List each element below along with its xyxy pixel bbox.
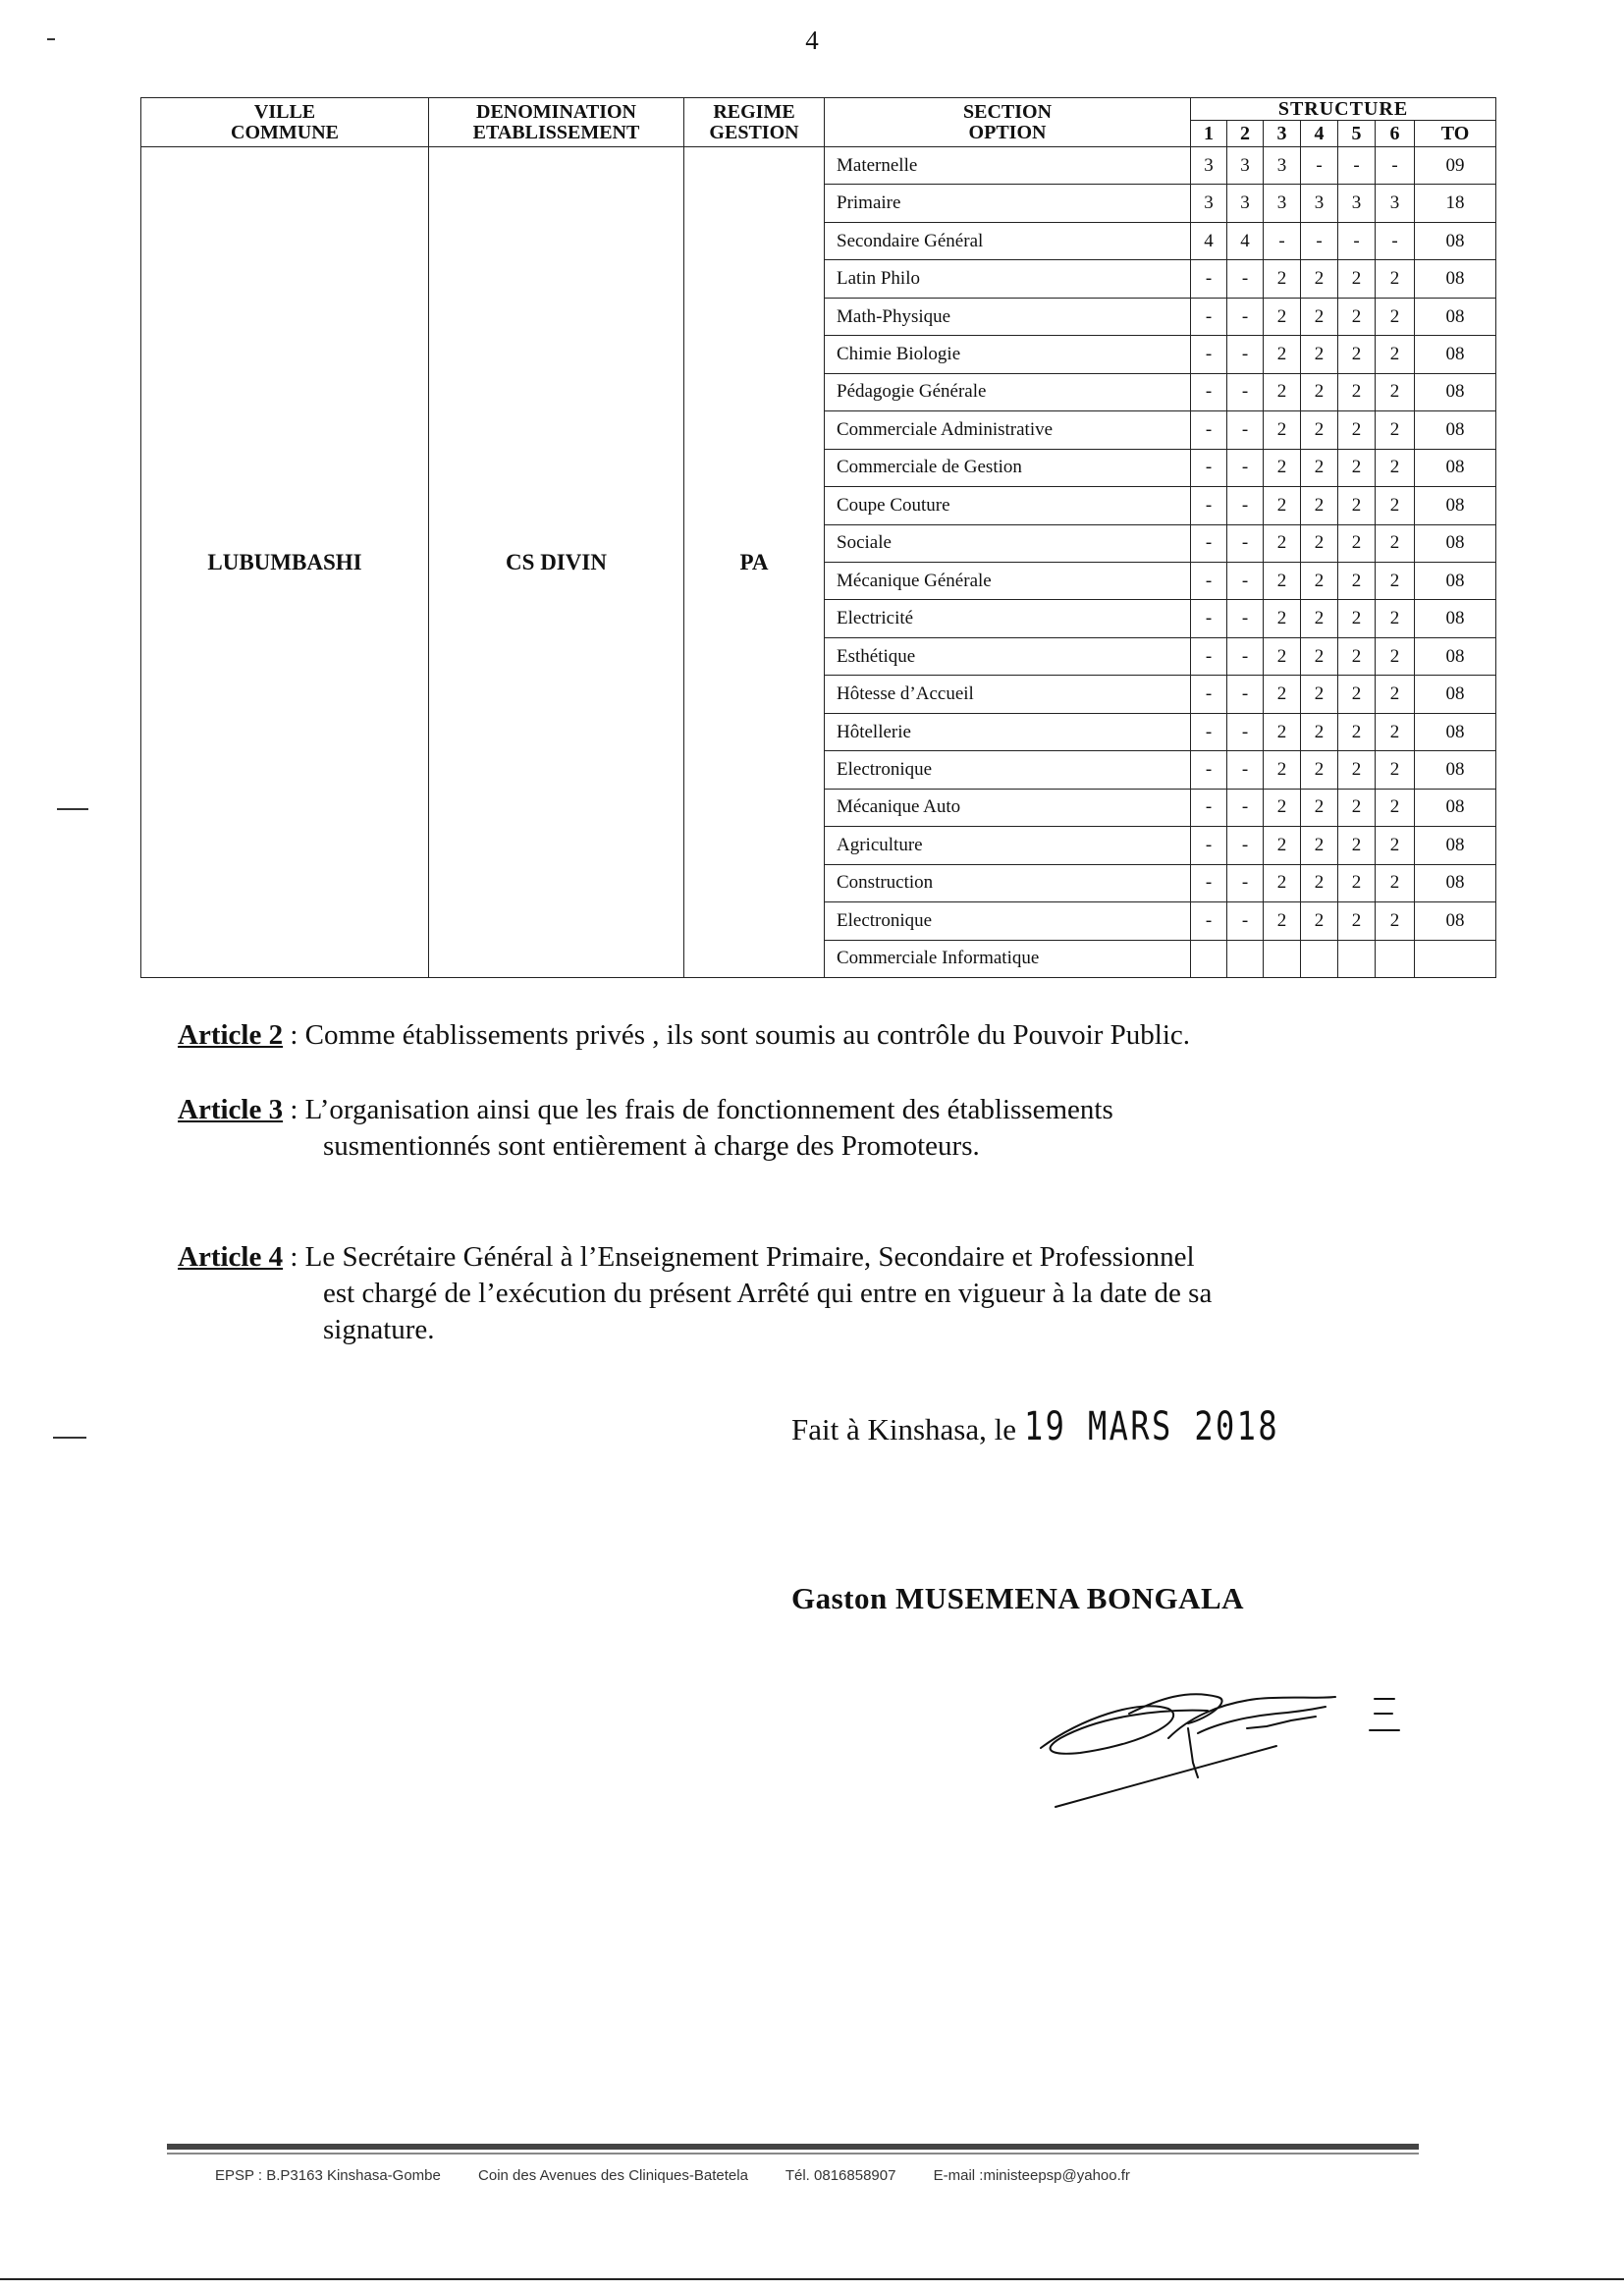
cell-option: Agriculture — [825, 827, 1191, 864]
cell-to: 08 — [1415, 676, 1496, 713]
article-2-label: Article 2 — [178, 1019, 284, 1051]
cell-c4: 2 — [1301, 487, 1338, 524]
cell-c3: 2 — [1264, 827, 1301, 864]
cell-c4: 2 — [1301, 713, 1338, 750]
cell-c1: - — [1191, 524, 1227, 562]
page-number: 4 — [805, 26, 819, 55]
cell-to: 08 — [1415, 713, 1496, 750]
cell-c2: - — [1227, 751, 1264, 789]
cell-to: 08 — [1415, 411, 1496, 449]
cell-option: Electricité — [825, 600, 1191, 637]
cell-c6: 3 — [1376, 185, 1415, 222]
cell-to: 08 — [1415, 637, 1496, 675]
cell-c3: 3 — [1264, 185, 1301, 222]
cell-c1: - — [1191, 487, 1227, 524]
cell-option: Esthétique — [825, 637, 1191, 675]
article-2 — [178, 1017, 1190, 1054]
cell-c2: - — [1227, 676, 1264, 713]
cell-c2: - — [1227, 713, 1264, 750]
cell-c2: 4 — [1227, 222, 1264, 259]
cell-c1: - — [1191, 676, 1227, 713]
cell-c1: - — [1191, 373, 1227, 410]
cell-option: Commerciale Administrative — [825, 411, 1191, 449]
cell-c1: - — [1191, 864, 1227, 901]
cell-c5: 2 — [1338, 449, 1376, 486]
cell-c6 — [1376, 940, 1415, 977]
cell-option: Coupe Couture — [825, 487, 1191, 524]
cell-to: 08 — [1415, 902, 1496, 940]
header-col-total: TO — [1415, 121, 1496, 147]
cell-c4: 2 — [1301, 336, 1338, 373]
cell-c6: 2 — [1376, 713, 1415, 750]
cell-c3 — [1264, 940, 1301, 977]
cell-c4: 2 — [1301, 676, 1338, 713]
cell-c4: 2 — [1301, 260, 1338, 298]
cell-c5: 2 — [1338, 600, 1376, 637]
cell-to: 08 — [1415, 789, 1496, 826]
cell-c2: - — [1227, 373, 1264, 410]
footer — [215, 2167, 1164, 2184]
cell-c4: 3 — [1301, 185, 1338, 222]
cell-c5: 2 — [1338, 827, 1376, 864]
cell-c1: - — [1191, 827, 1227, 864]
cell-to — [1415, 940, 1496, 977]
cell-c6: 2 — [1376, 524, 1415, 562]
article-3 — [178, 1092, 1113, 1165]
header-structure: STRUCTURE — [1191, 98, 1496, 121]
cell-to: 08 — [1415, 298, 1496, 335]
place-date — [791, 1404, 1343, 1449]
cell-c2: - — [1227, 600, 1264, 637]
cell-c1: - — [1191, 449, 1227, 486]
cell-c3: 3 — [1264, 147, 1301, 185]
cell-c4: 2 — [1301, 562, 1338, 599]
cell-c3: 2 — [1264, 789, 1301, 826]
header-col-1: 1 — [1191, 121, 1227, 147]
cell-c2: - — [1227, 864, 1264, 901]
cell-c1: - — [1191, 411, 1227, 449]
place-text: Fait à Kinshasa, le — [791, 1412, 1024, 1446]
cell-c2: - — [1227, 487, 1264, 524]
cell-c5 — [1338, 940, 1376, 977]
cell-option: Pédagogie Générale — [825, 373, 1191, 410]
cell-c3: 2 — [1264, 600, 1301, 637]
scan-mark-left-1 — [57, 808, 88, 810]
footer-rule-thin — [167, 2153, 1419, 2155]
cell-c5: 3 — [1338, 185, 1376, 222]
cell-c6: 2 — [1376, 751, 1415, 789]
cell-c6: - — [1376, 222, 1415, 259]
header-col-6: 6 — [1376, 121, 1415, 147]
cell-option: Mécanique Auto — [825, 789, 1191, 826]
cell-c4: 2 — [1301, 827, 1338, 864]
cell-c3: 2 — [1264, 902, 1301, 940]
cell-c5: 2 — [1338, 751, 1376, 789]
cell-c5: 2 — [1338, 260, 1376, 298]
cell-c6: 2 — [1376, 487, 1415, 524]
cell-c5: 2 — [1338, 713, 1376, 750]
article-4 — [178, 1239, 1212, 1348]
cell-option: Chimie Biologie — [825, 336, 1191, 373]
article-2-text: : Comme établissements privés , ils sont soumis au contrôle du Pouvoir Public. — [283, 1019, 1191, 1051]
header-col-4: 4 — [1301, 121, 1338, 147]
cell-c2: - — [1227, 298, 1264, 335]
cell-to: 08 — [1415, 562, 1496, 599]
cell-c5: - — [1338, 147, 1376, 185]
cell-option: Hôtesse d’Accueil — [825, 676, 1191, 713]
handwritten-signature — [1021, 1640, 1414, 1817]
cell-c3: 2 — [1264, 637, 1301, 675]
cell-c3: 2 — [1264, 524, 1301, 562]
cell-option: Hôtellerie — [825, 713, 1191, 750]
cell-c5: 2 — [1338, 487, 1376, 524]
footer-rule — [167, 2144, 1419, 2150]
cell-c1: - — [1191, 336, 1227, 373]
cell-c3: 2 — [1264, 260, 1301, 298]
footer-email: E-mail :ministeepsp@yahoo.fr — [933, 2167, 1130, 2184]
cell-c2: - — [1227, 411, 1264, 449]
article-3-line1: : L’organisation ainsi que les frais de fonctionnement des établissements — [283, 1094, 1113, 1125]
cell-to: 08 — [1415, 487, 1496, 524]
header-col-3: 3 — [1264, 121, 1301, 147]
cell-c4: - — [1301, 147, 1338, 185]
page-bottom-line — [0, 2278, 1624, 2280]
cell-option: Maternelle — [825, 147, 1191, 185]
cell-to: 08 — [1415, 600, 1496, 637]
cell-c4: 2 — [1301, 524, 1338, 562]
cell-c5: 2 — [1338, 411, 1376, 449]
cell-c2: - — [1227, 637, 1264, 675]
cell-c3: 2 — [1264, 298, 1301, 335]
cell-c4: 2 — [1301, 902, 1338, 940]
cell-c3: 2 — [1264, 751, 1301, 789]
article-3-label: Article 3 — [178, 1094, 284, 1125]
cell-c2: - — [1227, 827, 1264, 864]
header-col-2: 2 — [1227, 121, 1264, 147]
cell-option: Sociale — [825, 524, 1191, 562]
cell-c6: - — [1376, 147, 1415, 185]
cell-to: 18 — [1415, 185, 1496, 222]
cell-option: Commerciale Informatique — [825, 940, 1191, 977]
cell-to: 08 — [1415, 751, 1496, 789]
cell-c1: - — [1191, 600, 1227, 637]
cell-c5: 2 — [1338, 637, 1376, 675]
cell-c2: - — [1227, 524, 1264, 562]
header-denomination: DENOMINATION ETABLISSEMENT — [429, 98, 684, 147]
scan-mark-top — [47, 38, 55, 40]
cell-c2: - — [1227, 449, 1264, 486]
cell-c3: 2 — [1264, 487, 1301, 524]
cell-option: Electronique — [825, 751, 1191, 789]
cell-c6: 2 — [1376, 600, 1415, 637]
cell-c5: 2 — [1338, 336, 1376, 373]
cell-to: 08 — [1415, 373, 1496, 410]
header-regime: REGIME GESTION — [684, 98, 825, 147]
cell-c3: - — [1264, 222, 1301, 259]
cell-c4: 2 — [1301, 637, 1338, 675]
cell-c4: 2 — [1301, 600, 1338, 637]
table-body — [141, 147, 1496, 978]
cell-c4: 2 — [1301, 411, 1338, 449]
cell-c6: 2 — [1376, 789, 1415, 826]
structure-table — [140, 97, 1496, 978]
cell-c5: 2 — [1338, 373, 1376, 410]
cell-c5: 2 — [1338, 676, 1376, 713]
date-stamp: 19 MARS 2018 — [1023, 1404, 1279, 1449]
cell-c2: - — [1227, 260, 1264, 298]
cell-c4: - — [1301, 222, 1338, 259]
cell-c1: - — [1191, 260, 1227, 298]
cell-c5: 2 — [1338, 562, 1376, 599]
cell-c3: 2 — [1264, 864, 1301, 901]
cell-c2: - — [1227, 902, 1264, 940]
cell-c1: - — [1191, 298, 1227, 335]
cell-c6: 2 — [1376, 260, 1415, 298]
cell-to: 08 — [1415, 336, 1496, 373]
article-4-line3: signature. — [323, 1314, 435, 1345]
cell-c6: 2 — [1376, 373, 1415, 410]
cell-option: Math-Physique — [825, 298, 1191, 335]
cell-c6: 2 — [1376, 449, 1415, 486]
header-ville: VILLE COMMUNE — [141, 98, 429, 147]
cell-option: Mécanique Générale — [825, 562, 1191, 599]
cell-c5: 2 — [1338, 298, 1376, 335]
cell-c1: - — [1191, 562, 1227, 599]
cell-c6: 2 — [1376, 336, 1415, 373]
cell-c6: 2 — [1376, 637, 1415, 675]
scan-mark-left-2 — [53, 1437, 86, 1439]
cell-c6: 2 — [1376, 827, 1415, 864]
cell-c1: - — [1191, 751, 1227, 789]
cell-c4: 2 — [1301, 298, 1338, 335]
cell-c3: 2 — [1264, 562, 1301, 599]
cell-c5: 2 — [1338, 902, 1376, 940]
cell-c6: 2 — [1376, 864, 1415, 901]
cell-c2: - — [1227, 789, 1264, 826]
cell-c6: 2 — [1376, 562, 1415, 599]
cell-option: Secondaire Général — [825, 222, 1191, 259]
cell-c1: 4 — [1191, 222, 1227, 259]
cell-c5: 2 — [1338, 789, 1376, 826]
footer-phone: Tél. 0816858907 — [785, 2167, 896, 2184]
cell-c6: 2 — [1376, 676, 1415, 713]
footer-address: EPSP : B.P3163 Kinshasa-Gombe — [215, 2167, 441, 2184]
table-row — [141, 147, 1496, 185]
cell-regime: PA — [684, 147, 825, 978]
cell-c6: 2 — [1376, 902, 1415, 940]
cell-c5: 2 — [1338, 864, 1376, 901]
cell-c1: - — [1191, 713, 1227, 750]
cell-c1: - — [1191, 902, 1227, 940]
cell-c2: 3 — [1227, 147, 1264, 185]
cell-c2 — [1227, 940, 1264, 977]
cell-option: Primaire — [825, 185, 1191, 222]
cell-c3: 2 — [1264, 336, 1301, 373]
structure-table-container — [140, 97, 1495, 978]
cell-c6: 2 — [1376, 298, 1415, 335]
header-col-5: 5 — [1338, 121, 1376, 147]
cell-c4: 2 — [1301, 751, 1338, 789]
article-4-line2: est chargé de l’exécution du présent Arrêté qui entre en vigueur à la date de sa — [323, 1278, 1213, 1309]
cell-etablissement: CS DIVIN — [429, 147, 684, 978]
cell-c1: - — [1191, 789, 1227, 826]
cell-to: 08 — [1415, 524, 1496, 562]
cell-c1: 3 — [1191, 147, 1227, 185]
cell-option: Construction — [825, 864, 1191, 901]
cell-c4 — [1301, 940, 1338, 977]
cell-option: Commerciale de Gestion — [825, 449, 1191, 486]
article-4-line1: : Le Secrétaire Général à l’Enseignement Primaire, Secondaire et Professionnel — [283, 1241, 1195, 1273]
cell-c1: 3 — [1191, 185, 1227, 222]
cell-c3: 2 — [1264, 373, 1301, 410]
cell-c2: 3 — [1227, 185, 1264, 222]
cell-to: 08 — [1415, 827, 1496, 864]
cell-c3: 2 — [1264, 676, 1301, 713]
cell-to: 08 — [1415, 864, 1496, 901]
cell-c1: - — [1191, 637, 1227, 675]
header-section: SECTION OPTION — [825, 98, 1191, 147]
cell-to: 08 — [1415, 222, 1496, 259]
cell-c4: 2 — [1301, 449, 1338, 486]
cell-c4: 2 — [1301, 789, 1338, 826]
cell-c4: 2 — [1301, 373, 1338, 410]
cell-c2: - — [1227, 336, 1264, 373]
cell-c3: 2 — [1264, 713, 1301, 750]
cell-to: 08 — [1415, 260, 1496, 298]
article-4-label: Article 4 — [178, 1241, 284, 1273]
cell-c2: - — [1227, 562, 1264, 599]
cell-ville: LUBUMBASHI — [141, 147, 429, 978]
footer-street: Coin des Avenues des Cliniques-Batetela — [478, 2167, 748, 2184]
cell-c1 — [1191, 940, 1227, 977]
cell-c6: 2 — [1376, 411, 1415, 449]
cell-c4: 2 — [1301, 864, 1338, 901]
cell-to: 08 — [1415, 449, 1496, 486]
cell-c3: 2 — [1264, 411, 1301, 449]
article-3-line2: susmentionnés sont entièrement à charge des Promoteurs. — [323, 1130, 980, 1162]
cell-option: Latin Philo — [825, 260, 1191, 298]
cell-c5: 2 — [1338, 524, 1376, 562]
cell-c5: - — [1338, 222, 1376, 259]
cell-c3: 2 — [1264, 449, 1301, 486]
cell-to: 09 — [1415, 147, 1496, 185]
signer-name: Gaston MUSEMENA BONGALA — [791, 1581, 1245, 1615]
cell-option: Electronique — [825, 902, 1191, 940]
